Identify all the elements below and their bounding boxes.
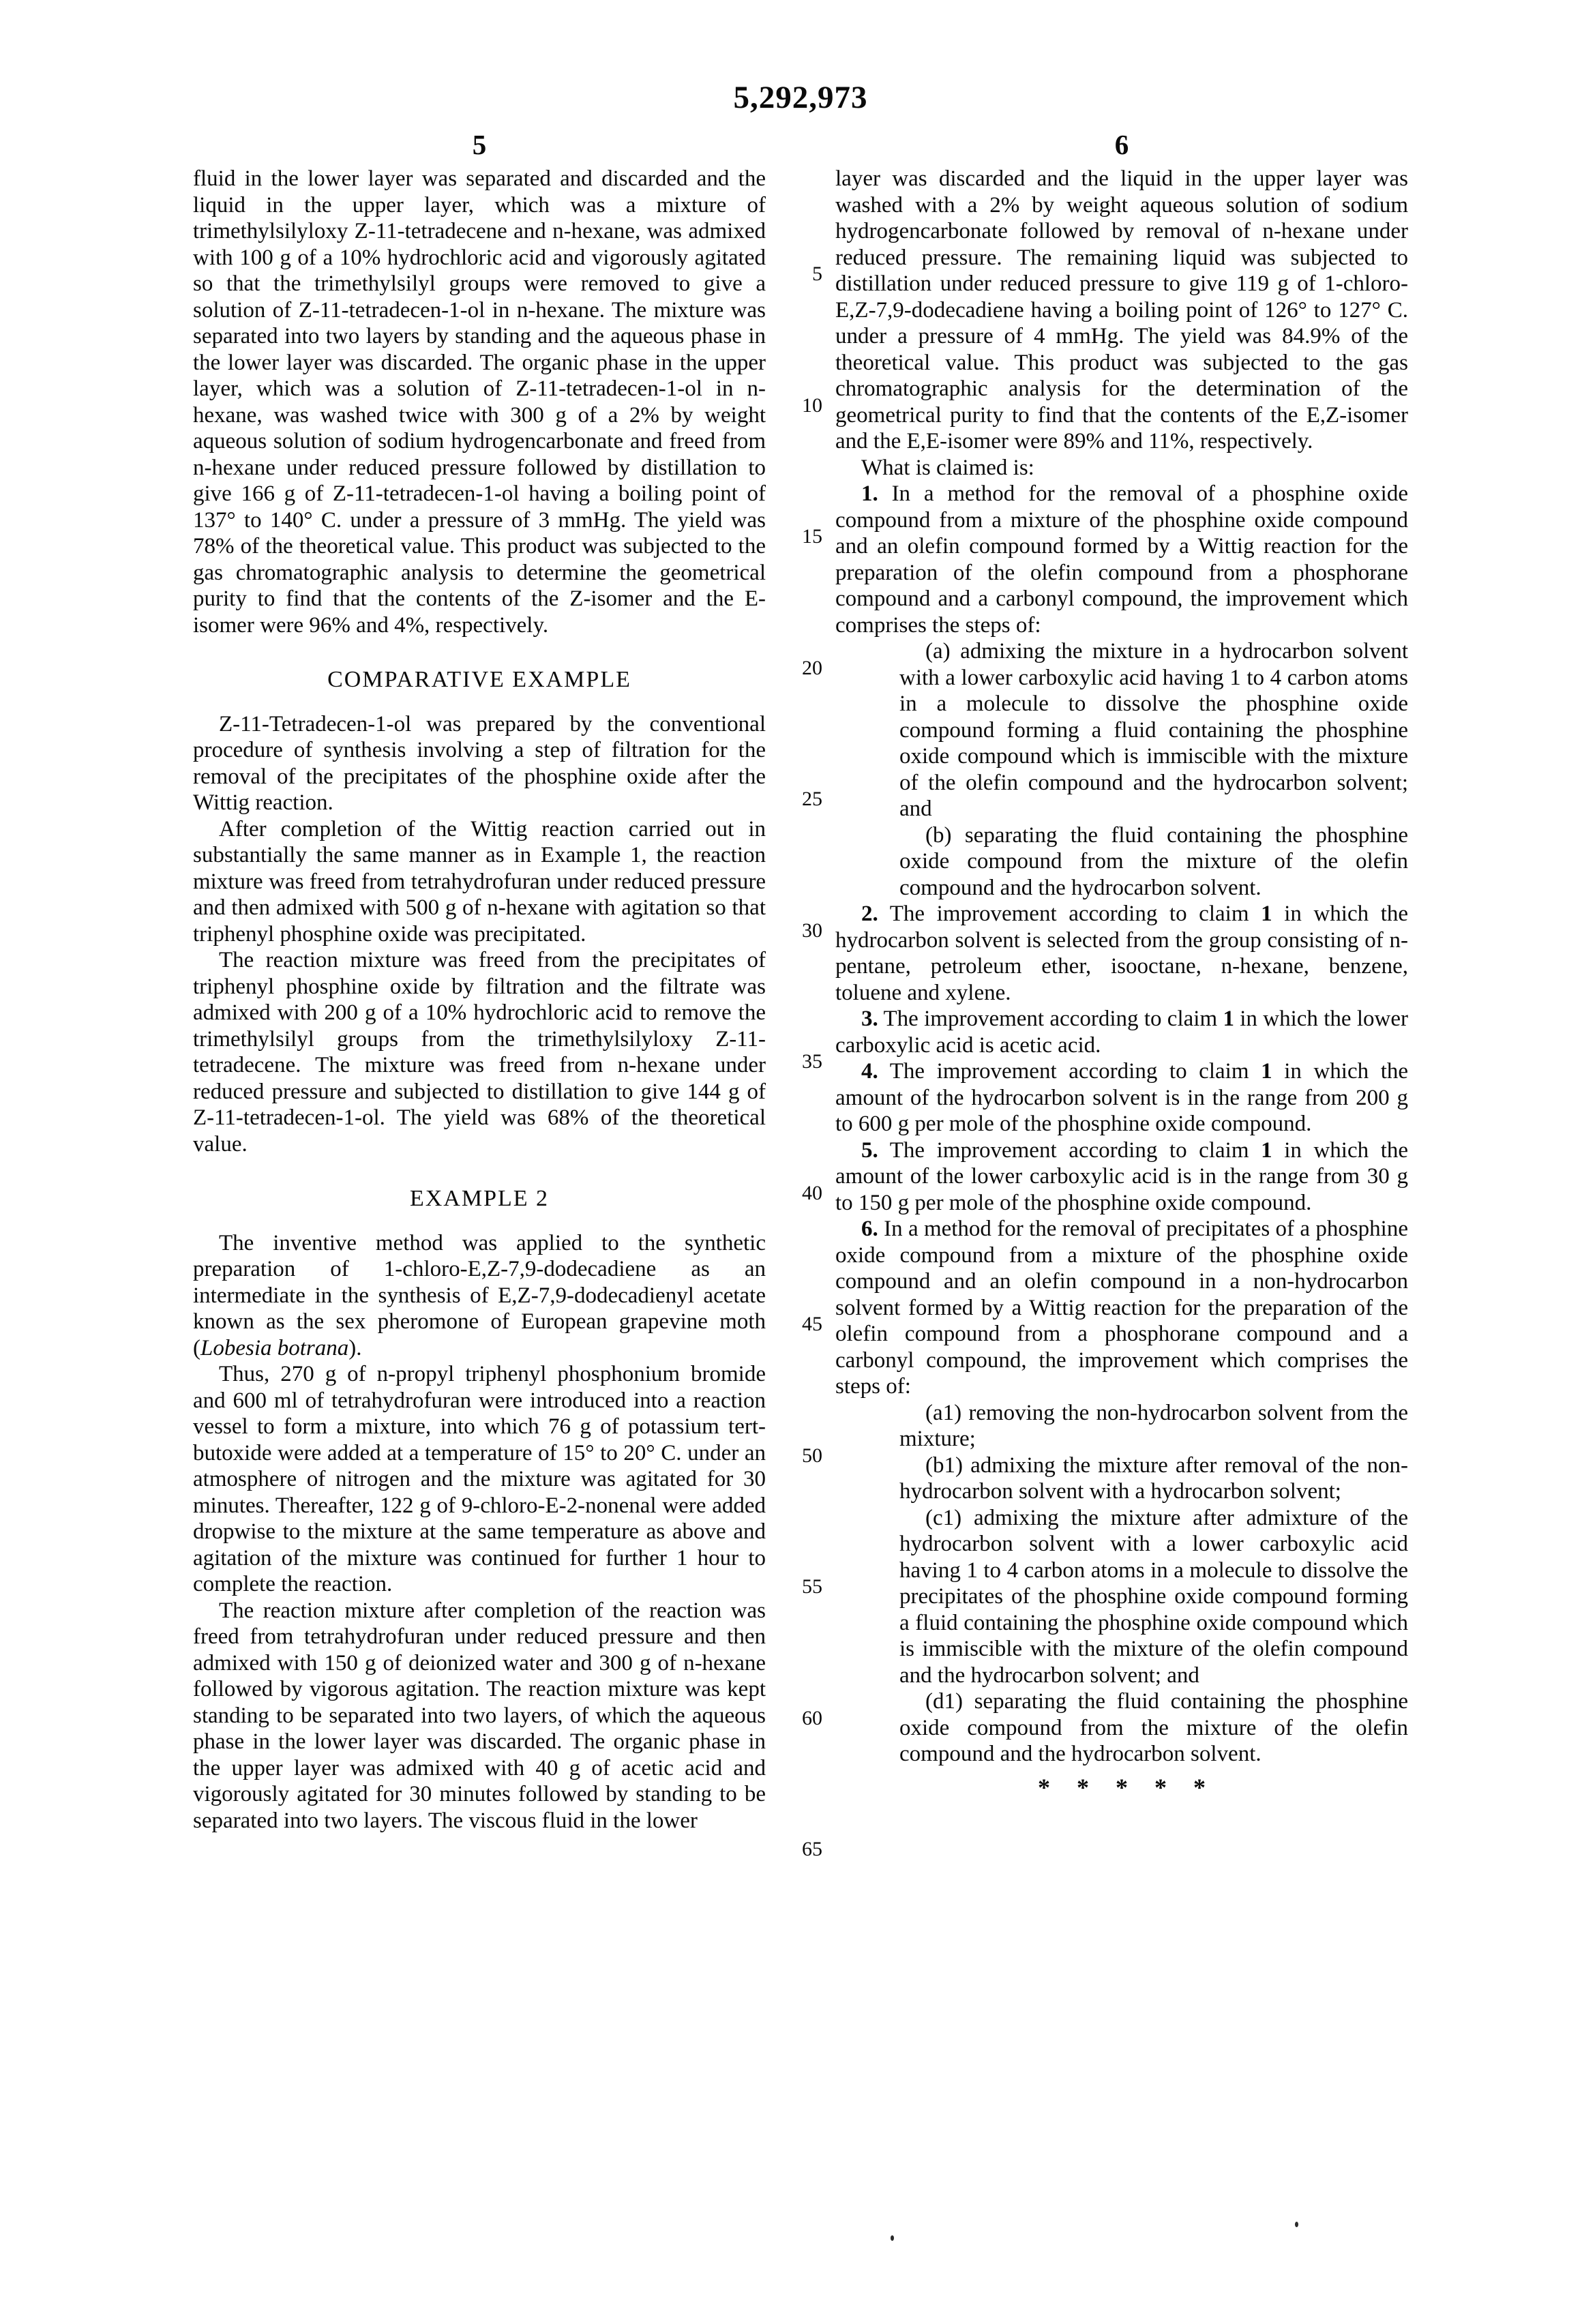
claim-4: 4. The improvement according to claim 1 in which the amount of the hydrocarbon solvent is in the range from 200 g to 600 g per mole of the phosphine oxide compound. [835,1059,1409,1136]
line-number: 25 [802,788,822,810]
claim-number: 3. [861,1007,878,1031]
step-label: (c1) [925,1505,962,1530]
species-name-italic: Lobesia botrana [200,1335,349,1360]
line-number: 50 [802,1444,822,1467]
step-label: (a1) [925,1400,962,1425]
claim-reference: 1 [1223,1007,1234,1031]
line-number: 40 [802,1181,822,1204]
claim-number: 5. [861,1137,878,1163]
claim-number: 1. [861,481,878,506]
step-label: (a) [925,639,951,664]
paragraph: The reaction mixture after completion of the reaction was freed from tetrahydrofuran under reduced pressure and then admixed with 150 g of deionized water and 300 g of n-hexane followed by vigorous agitation. The reaction mixture was kept standing to be separated into two layers, of which the aqueous phase in the lower layer was discarded. The organic phase in the upper layer was admixed with 40 g of acetic acid and vigorously agitated for 30 minutes followed by standing to be separated into two layers. The viscous fluid in the lower [193,1598,766,1833]
claim-reference: 1 [1261,902,1272,926]
paragraph: The inventive method was applied to the synthetic preparation of 1-chloro-E,Z-7,9-dodecadiene as an intermediate in the synthesis of E,Z-7,9-dodecadienyl acetate known as the sex pheromone of European grapevine moth (Lobesia botrana). [193,1230,766,1360]
paragraph-continuation: fluid in the lower layer was separated and discarded and the liquid in the upper layer, which was a mixture of trimethylsilyloxy Z-11-tetradecene and n-hexane, was admixed with 100 g of a 10% hydrochloric acid and vigorously agitated so that the trimethylsilyl groups were removed to give a solution of Z-11-tetradecen-1-ol in n-hexane. The mixture was separated into two layers by standing and the aqueous phase in the lower layer was discarded. The organic phase in the upper layer, which was a solution of Z-11-tetradecen-1-ol in n-hexane, was washed twice with 300 g of a 2% by weight aqueous solution of sodium hydrogencarbonate and freed from n-hexane under reduced pressure followed by distillation to give 166 g of Z-11-tetradecen-1-ol having a boiling point of 137° to 140° C. under a pressure of 3 mmHg. The yield was 78% of the theoretical value. This product was subjected to the gas chromatographic analysis to determine the geometrical purity to find that the contents of the Z-isomer and the E-isomer were 96% and 4%, respectively. [193,166,766,638]
claim-6-step-c1: (c1) admixing the mixture after admixture of the hydrocarbon solvent with a lower carboxylic acid having 1 to 4 carbon atoms in a molecule to dissolve the precipitates of the phosphine oxide compound forming a fluid containing the phosphine oxide compound which is immiscible with the mixture of the olefin compound and the hydrocarbon solvent; and [899,1505,1408,1688]
section-heading-example-2: EXAMPLE 2 [409,1186,550,1211]
claim-1: 1. In a method for the removal of a phosphine oxide compound from a mixture of the phosphine oxide compound and an olefin compound formed by a Wittig reaction for the preparation of the olefin compound from a phosphorane compound and a carbonyl compound, the improvement which comprises the steps of: [835,481,1408,638]
claim-number: 4. [861,1059,878,1084]
claim-6-step-b1: (b1) admixing the mixture after removal of the non-hydrocarbon solvent with a hydrocarbon solvent; [899,1452,1409,1504]
step-label: (b) [925,822,952,848]
claim-1-step-a: (a) admixing the mixture in a hydrocarbon solvent with a lower carboxylic acid having 1 to 4 carbon atoms in a molecule to dissolve the phosphine oxide compound forming a fluid containing the phosphine oxide compound which is immiscible with the mixture of the olefin compound and the hydrocarbon solvent; and [899,639,1409,821]
section-heading-comparative-example: COMPARATIVE EXAMPLE [327,667,631,692]
paragraph-continuation: layer was discarded and the liquid in the upper layer was washed with a 2% by weight aqueous solution of sodium hydrogencarbonate followed by removal of n-hexane under reduced pressure. The remaining liquid was subjected to distillation under reduced pressure to give 119 g of 1-chloro-E,Z-7,9-dodecadiene having a boiling point of 126° to 127° C. under a pressure of 4 mmHg. The yield was 84.9% of the theoretical value. This product was subjected to the gas chromatographic analysis for the determination of the geometrical purity to find that the contents of the E,Z-isomer and the E,E-isomer were 89% and 11%, respectively. [835,166,1408,453]
claim-reference: 1 [1261,1059,1272,1084]
paragraph: Z-11-Tetradecen-1-ol was prepared by the conventional procedure of synthesis involving a step of filtration for the removal of the precipitates of the phosphine oxide after the Wittig reaction. [193,711,766,815]
column-number-left: 5 [472,129,487,160]
line-number: 65 [802,1838,822,1860]
left-column [193,166,766,1834]
claim-5: 5. The improvement according to claim 1 in which the amount of the lower carboxylic acid is in the range from 30 g to 150 g per mole of the phosphine oxide compound. [835,1137,1409,1215]
claim-6: 6. In a method for the removal of precipitates of a phosphine oxide compound from a mixture of the phosphine oxide compound and an olefin compound in a non-hydrocarbon solvent formed by a Wittig reaction for the preparation of the olefin compound from a phosphorane compound and a carbonyl compound, the improvement which comprises the steps of: [835,1217,1409,1399]
paragraph: The reaction mixture was freed from the precipitates of triphenyl phosphine oxide by filtration and the filtrate was admixed with 200 g of a 10% hydrochloric acid to remove the trimethylsilyl groups from the trimethylsilyloxy Z-11-tetradecene. The mixture was freed from n-hexane under reduced pressure and subjected to distillation to give 144 g of Z-11-tetradecen-1-ol. The yield was 68% of the theoretical value. [193,948,766,1157]
column-number-right: 6 [1114,129,1129,160]
line-number: 20 [802,656,822,679]
speck-artifact [1295,2222,1298,2227]
claims-intro: What is claimed is: [861,455,1034,480]
paragraph: Thus, 270 g of n-propyl triphenyl phosphonium bromide and 600 ml of tetrahydrofuran were introduced into a reaction vessel to form a mixture, into which 76 g of potassium tert-butoxide were added at a temperature of 15° to 20° C. under an atmosphere of nitrogen and the mixture was agitated for 30 minutes. Thereafter, 122 g of 9-chloro-E-2-nonenal were added dropwise to the mixture at the same temperature as above and agitation of the mixture was continued for further 1 hour to complete the reaction. [193,1362,766,1596]
step-label: (d1) [925,1689,963,1714]
line-number: 10 [802,393,822,417]
line-number: 35 [802,1050,822,1073]
claim-1-step-b: (b) separating the fluid containing the phosphine oxide compound from the mixture of the olefin compound and the hydrocarbon solvent. [899,822,1409,900]
right-column [835,166,1408,1800]
claim-2: 2. The improvement according to claim 1 in which the hydrocarbon solvent is selected from the group consisting of n-pentane, petroleum ether, isooctane, n-hexane, benzene, toluene and xylene. [835,902,1409,1005]
line-number: 30 [802,919,822,942]
step-label: (b1) [925,1452,963,1478]
patent-number: 5,292,973 [733,80,868,115]
claim-6-step-d1: (d1) separating the fluid containing the phosphine oxide compound from the mixture of the olefin compound and the hydrocarbon solvent. [899,1689,1409,1766]
line-number: 15 [802,525,822,548]
claim-6-step-a1: (a1) removing the non-hydrocarbon solvent from the mixture; [899,1400,1408,1451]
line-number: 55 [802,1575,822,1598]
paragraph: After completion of the Wittig reaction carried out in substantially the same manner as in Example 1, the reaction mixture was freed from tetrahydrofuran under reduced pressure and then admixed with 500 g of n-hexane with agitation so that triphenyl phosphine oxide was precipitated. [193,816,766,947]
claim-number: 2. [861,902,878,926]
claim-number: 6. [861,1217,878,1241]
claim-3: 3. The improvement according to claim 1 in which the lower carboxylic acid is acetic acid. [835,1007,1409,1058]
line-number: 45 [802,1313,822,1335]
line-number: 5 [812,263,822,285]
asterisk-separator: * * * * * [1038,1773,1206,1801]
claim-reference: 1 [1261,1137,1272,1163]
speck-artifact [891,2235,894,2241]
line-number: 60 [802,1706,822,1729]
